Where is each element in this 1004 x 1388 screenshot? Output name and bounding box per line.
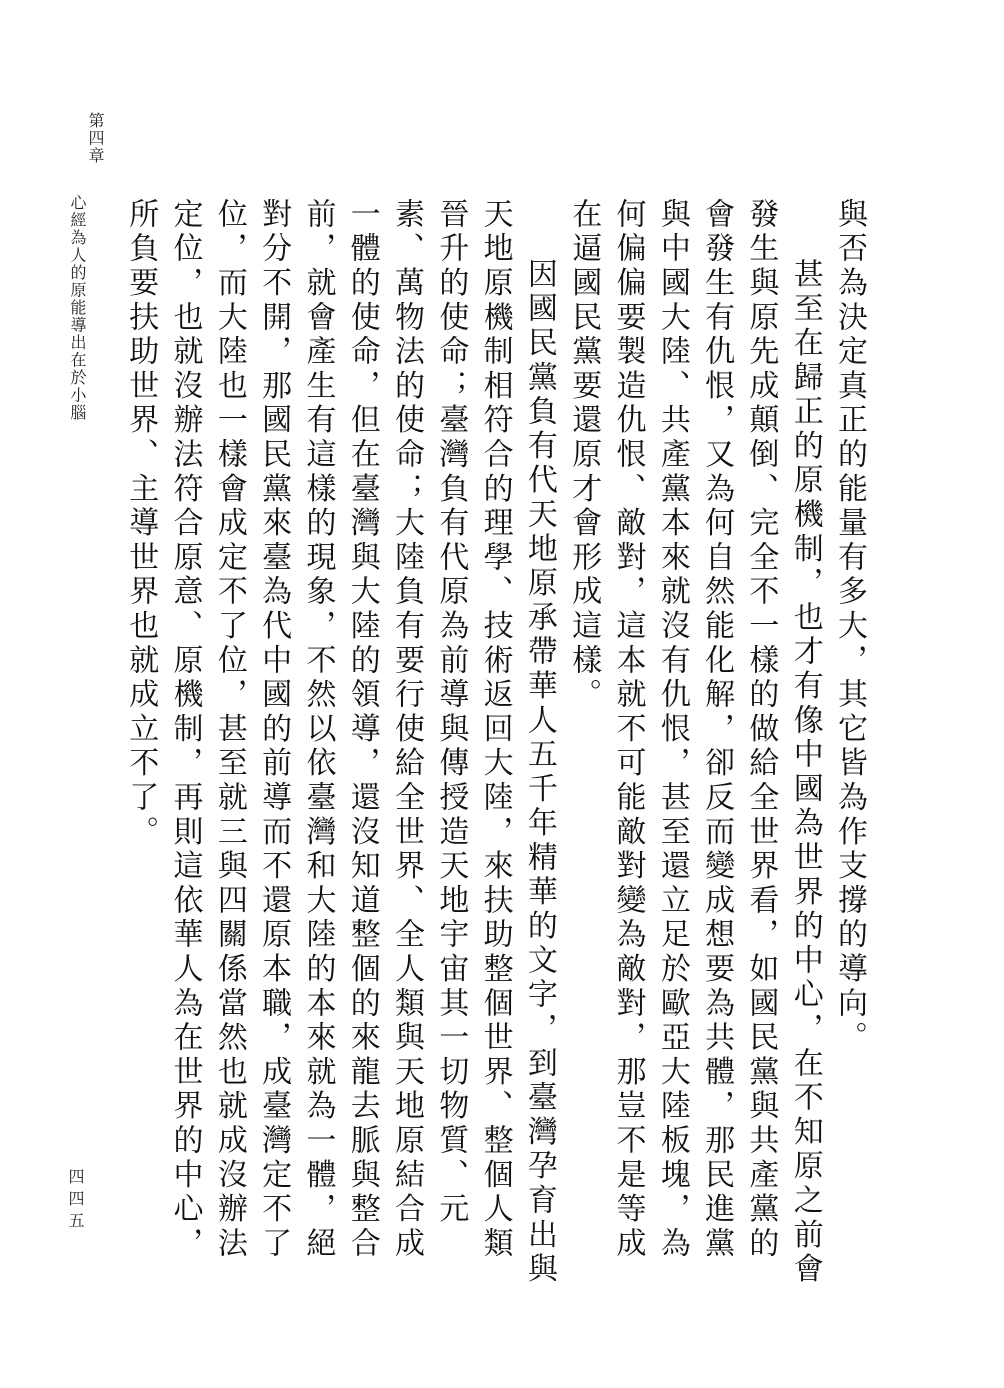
- chapter-label: 第四章: [86, 112, 105, 165]
- running-head: [48, 112, 104, 422]
- book-title: 心經為人的原能導出在於小腦: [68, 194, 87, 422]
- main-text: [123, 198, 871, 1288]
- paragraph-1: 與否為決定真正的能量有多大，其它皆為作支撐的導向。: [832, 198, 867, 1056]
- paragraph-2: 甚至在歸正的原機制，也才有像中國為世界的中心，在不知原之前會發生與原先成顛倒、完全不一樣的做給全世界看，如國民黨與共產黨的會發生有仇恨，又為何自然能化解，卻反而變成想要為共體，那民進黨與中國大陸、共產黨本來就沒有仇恨，甚至還立足於歐亞大陸板塊，為何偏偏要製造仇恨、敵對，這本就不可能敵對變為敵對，那豈不是等成在逼國民黨要還原才會形成這樣。: [566, 198, 823, 1287]
- page-number: 四四五: [66, 1168, 85, 1234]
- paragraph-3: 因國民黨負有代天地原承帶華人五千年精華的文字，到臺灣孕育出與天地原機制相符合的理學、技術返回大陸，來扶助整個世界、整個人類晉升的使命；臺灣負有代原為前導與傳授造天地宇宙其一切物質、元素、萬物法的使命；大陸負有要行使給全世界、全人類與天地原結合成一體的使命，但在臺灣與大陸的領導，還沒知道整個的來龍去脈與整合前，就會產生有這樣的現象，不然以依臺灣和大陸的本來就為一體，絕對分不開，那國民黨來臺為代中國的前導而不還原本職，成臺灣定不了位，而大陸也一樣會成定不了位，甚至就三與四關係當然也就成沒辦法定位，也就沒辦法符合原意、原機制，再則這依華人為在世界的中心，所負要扶助世界、主導世界也就成立不了。: [123, 198, 557, 1287]
